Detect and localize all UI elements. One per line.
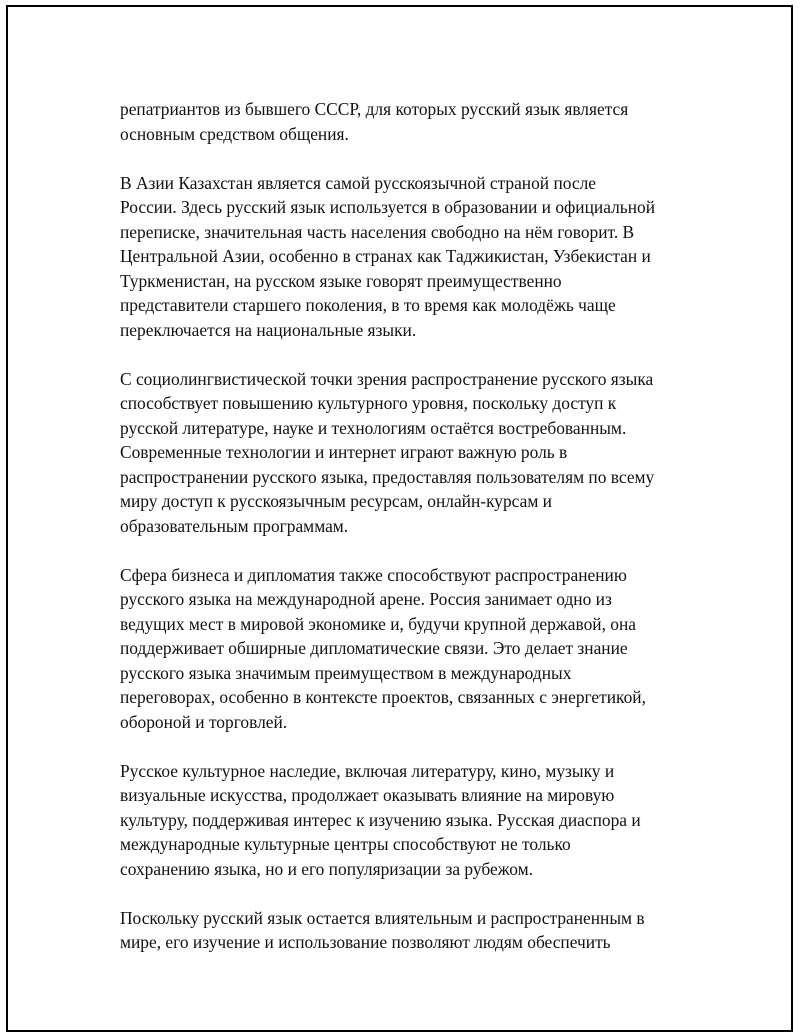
text-line: Сфера бизнеса и дипломатия также способствуют распространению [120, 564, 627, 585]
text-line: распространении русского языка, предоставляя пользователям по всему [120, 466, 655, 487]
text-line: переписке, значительная часть населения свободно на нём говорит. В [120, 221, 635, 242]
text-line: Центральной Азии, особенно в странах как Таджикистан, Узбекистан и [120, 246, 651, 266]
text-line: русского языка значимым преимуществом в международных [120, 662, 572, 683]
document-page [6, 5, 793, 1032]
text-line: основным средством общения. [120, 123, 349, 144]
text-line: Туркменистан, на русском языке говорят преимущественно [120, 270, 562, 291]
text-line: переговорах, особенно в контексте проектов, связанных с энергетикой, [120, 687, 646, 707]
text-line: визуальные искусства, продолжает оказывать влияние на мировую [120, 785, 615, 805]
text-line: репатриантов из бывшего СССР, для которых русский язык является [120, 99, 629, 119]
text-line: русской литературе, науке и технологиям остаётся востребованным. [120, 417, 627, 438]
text-line: способствует повышению культурного уровня, поскольку доступ к [120, 393, 617, 413]
text-line: международные культурные центры способствуют не только [120, 834, 571, 854]
text-line: миру доступ к русскоязычным ресурсам, онлайн-курсам и [120, 491, 552, 511]
text-line: Современные технологии и интернет играют важную роль в [120, 442, 568, 462]
text-line: поддерживает обширные дипломатические связи. Это делает знание [120, 638, 628, 658]
text-line: мире, его изучение и использование позволяют людям обеспечить [120, 932, 611, 952]
paragraph-1 [120, 97, 700, 146]
text-line: Русское культурное наследие, включая литературу, кино, музыку и [120, 760, 615, 781]
paragraph-6 [120, 906, 700, 955]
text-line: России. Здесь русский язык используется в образовании и официальной [120, 197, 655, 217]
paragraph-2 [120, 171, 700, 343]
text-line: культуру, поддерживая интерес к изучению языка. Русская диаспора и [120, 809, 641, 830]
text-line: С социолингвистической точки зрения распространение русского языка [120, 368, 654, 389]
paragraph-4 [120, 563, 700, 735]
text-line: представители старшего поколения, в то время как молодёжь чаще [120, 295, 616, 315]
text-line: В Азии Казахстан является самой русскоязычной страной после [120, 172, 597, 193]
text-line: ведущих мест в мировой экономике и, будучи крупной державой, она [120, 613, 637, 634]
text-line: сохранению языка, но и его популяризации за рубежом. [120, 858, 533, 879]
text-line: обороной и торговлей. [120, 711, 288, 732]
text-line: русского языка на международной арене. Россия занимает одно из [120, 589, 612, 609]
paragraph-3 [120, 367, 700, 539]
paragraph-5 [120, 759, 700, 882]
document-body [120, 97, 700, 979]
text-line: Поскольку русский язык остается влиятельным и распространенным в [120, 907, 645, 928]
text-line: переключается на национальные языки. [120, 319, 417, 340]
text-line: образовательным программам. [120, 515, 349, 536]
